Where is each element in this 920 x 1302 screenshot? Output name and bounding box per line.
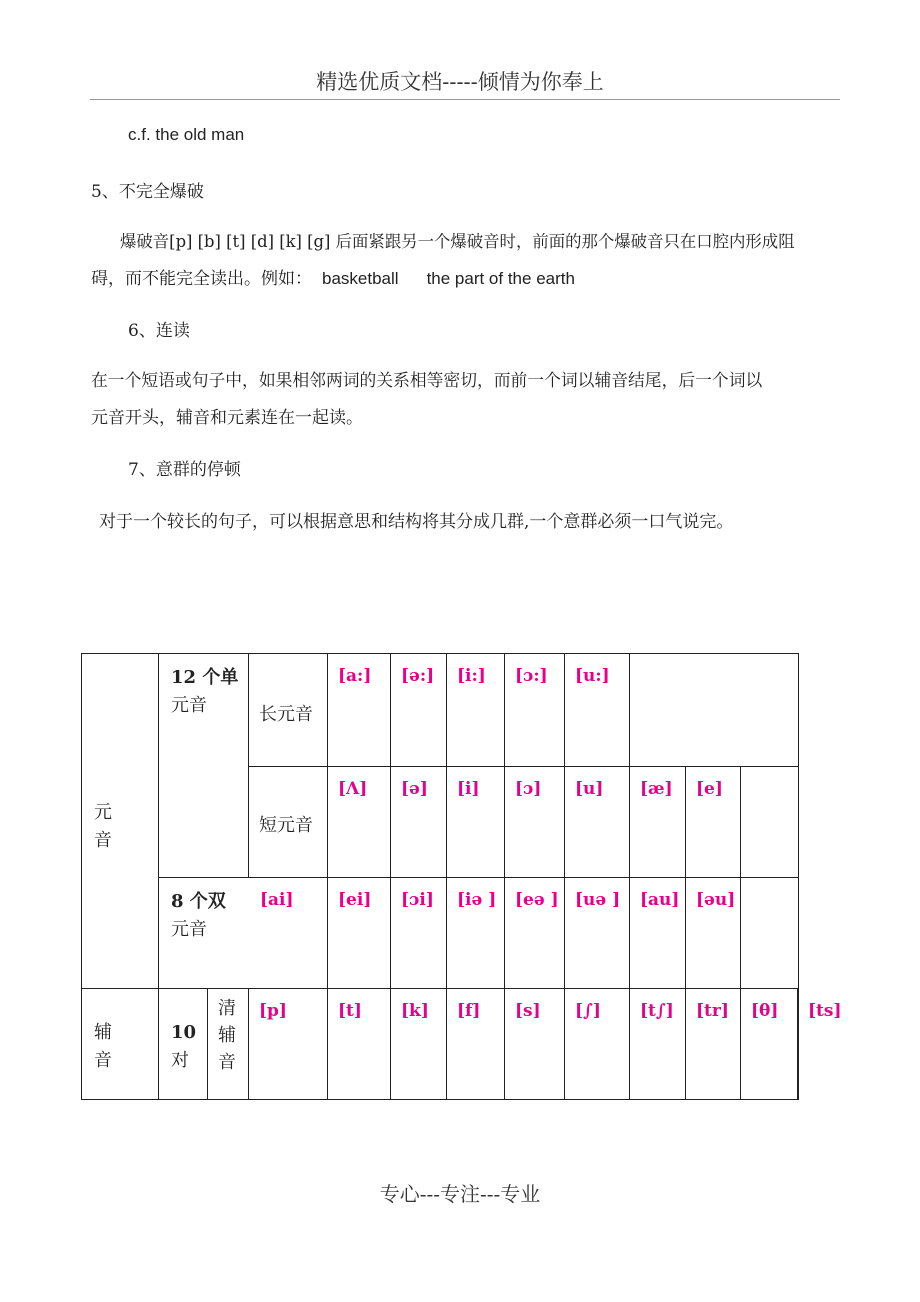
consonant-symbol: [tr] [696, 1001, 729, 1021]
diphthong-cell [565, 878, 630, 989]
short-vowel-symbol: [ə] [401, 779, 428, 799]
short-vowel-cell [505, 767, 565, 878]
voiceless-label-2: 辅 [218, 1025, 236, 1046]
consonant-symbol: [f] [457, 1001, 481, 1021]
section-7-line-1: 对于一个较长的句子，可以根据意思和结构将其分成几群,一个意群必须一口气说完。 [99, 512, 734, 532]
diphthong-symbol: [uə ] [575, 890, 621, 910]
vowel-label-1: 元 [94, 802, 112, 823]
short-vowel-symbol: [i] [457, 779, 480, 799]
long-vowel-cell [505, 654, 565, 767]
diphthong-cell [505, 878, 565, 989]
diphthong-cell [686, 878, 741, 989]
long-vowel-label: 长元音 [259, 704, 313, 725]
long-vowel-cell [447, 654, 505, 767]
diphthong-label-2: 元音 [171, 919, 207, 940]
page-footer: 专心---专注---专业 [379, 1182, 541, 1206]
diphthong-symbol: [eə ] [515, 890, 559, 910]
long-vowel-cell [328, 654, 391, 767]
empty-cell [630, 654, 799, 767]
short-vowel-cell [630, 767, 686, 878]
consonant-symbol: [∫] [575, 1001, 601, 1021]
consonant-cell [798, 989, 842, 1100]
short-vowel-cell [391, 767, 447, 878]
empty-cell [741, 767, 799, 878]
example-basketball: basketball [322, 269, 399, 288]
phonetics-table [81, 653, 842, 1100]
consonant-symbol: [t∫] [640, 1001, 674, 1021]
consonant-cell [565, 989, 630, 1100]
diphthong-symbol: [əu] [696, 890, 736, 910]
short-vowel-symbol: [e] [696, 779, 723, 799]
consonant-cell [741, 989, 798, 1100]
short-vowel-cell [447, 767, 505, 878]
consonant-category-cell [82, 989, 159, 1100]
consonant-symbol: [ts] [808, 1001, 842, 1021]
section-5-line-2-text: 碍，而不能完全读出。例如： [91, 269, 312, 289]
diphthong-cell [447, 878, 505, 989]
consonant-symbol: [t] [338, 1001, 362, 1021]
consonant-pairs-cell [159, 989, 208, 1100]
section-6-line-1: 在一个短语或句子中，如果相邻两词的关系相等密切，而前一个词以辅音结尾，后一个词以 [91, 370, 763, 390]
diphthong-label-cell [159, 878, 328, 989]
diphthong-label-1: 8 个双 [171, 891, 226, 912]
long-vowel-cell [391, 654, 447, 767]
consonant-cell [630, 989, 686, 1100]
diphthong-symbol: [ai] [260, 890, 294, 910]
short-vowel-symbol: [æ] [640, 779, 673, 799]
long-vowel-symbol: [u:] [575, 666, 610, 686]
consonant-symbol: [k] [401, 1001, 429, 1021]
consonant-symbol: [s] [515, 1001, 541, 1021]
long-vowel-symbol: [i:] [457, 666, 486, 686]
short-vowel-label-cell [249, 767, 328, 878]
consonant-symbol: [p] [259, 1001, 287, 1021]
diphthong-cell [328, 878, 391, 989]
section-5-title: 5、不完全爆破 [91, 182, 204, 202]
empty-cell [741, 878, 799, 989]
consonant-label-1: 辅 [94, 1022, 112, 1043]
consonant-cell [328, 989, 391, 1100]
short-vowel-symbol: [Λ] [338, 779, 368, 799]
voiceless-label-3: 音 [218, 1052, 236, 1073]
long-vowel-cell [565, 654, 630, 767]
consonant-cell [505, 989, 565, 1100]
consonant-symbol: [θ] [751, 1001, 779, 1021]
consonant-cell [391, 989, 447, 1100]
monophthong-label-1: 12 个单 [171, 667, 239, 688]
short-vowel-cell [328, 767, 391, 878]
short-vowel-cell [565, 767, 630, 878]
long-vowel-symbol: [ɔ:] [515, 666, 548, 686]
consonant-cell [249, 989, 328, 1100]
example-part-of-earth: the part of the earth [426, 269, 575, 288]
consonant-cell [447, 989, 505, 1100]
vowel-label-2: 音 [94, 830, 112, 851]
long-vowel-symbol: [ə:] [401, 666, 435, 686]
consonant-cell [686, 989, 741, 1100]
section-7-title: 7、意群的停顿 [128, 460, 241, 480]
voiceless-label-cell [208, 989, 249, 1100]
page-header: 精选优质文档-----倾情为你奉上 [316, 70, 604, 94]
monophthong-label-2: 元音 [171, 695, 207, 716]
short-vowel-cell [686, 767, 741, 878]
short-vowel-symbol: [u] [575, 779, 604, 799]
short-vowel-label: 短元音 [259, 815, 313, 836]
vowel-category-cell [82, 654, 159, 989]
long-vowel-symbol: [a:] [338, 666, 372, 686]
diphthong-symbol: [ɔi] [401, 890, 434, 910]
section-5-line-2 [91, 264, 575, 289]
section-6-title: 6、连读 [128, 321, 190, 341]
diphthong-cell [391, 878, 447, 989]
cf-line: c.f. the old man [128, 125, 245, 144]
section-6-line-2: 元音开头，辅音和元素连在一起读。 [91, 408, 363, 428]
diphthong-cell [630, 878, 686, 989]
diphthong-symbol: [au] [640, 890, 680, 910]
diphthong-symbol: [ei] [338, 890, 372, 910]
consonant-pairs-1: 10 [171, 1022, 197, 1043]
long-vowel-label-cell [249, 654, 328, 767]
consonant-label-2: 音 [94, 1050, 112, 1071]
section-5-line-1: 爆破音[p] [b] [t] [d] [k] [g] 后面紧跟另一个爆破音时，前面的那个爆破音只在口腔内形成阻 [120, 232, 795, 251]
diphthong-symbol: [iə ] [457, 890, 497, 910]
header-divider [90, 99, 840, 100]
monophthong-label-cell [159, 654, 249, 878]
consonant-pairs-2: 对 [171, 1050, 189, 1071]
short-vowel-symbol: [ɔ] [515, 779, 542, 799]
voiceless-label-1: 清 [218, 998, 236, 1019]
